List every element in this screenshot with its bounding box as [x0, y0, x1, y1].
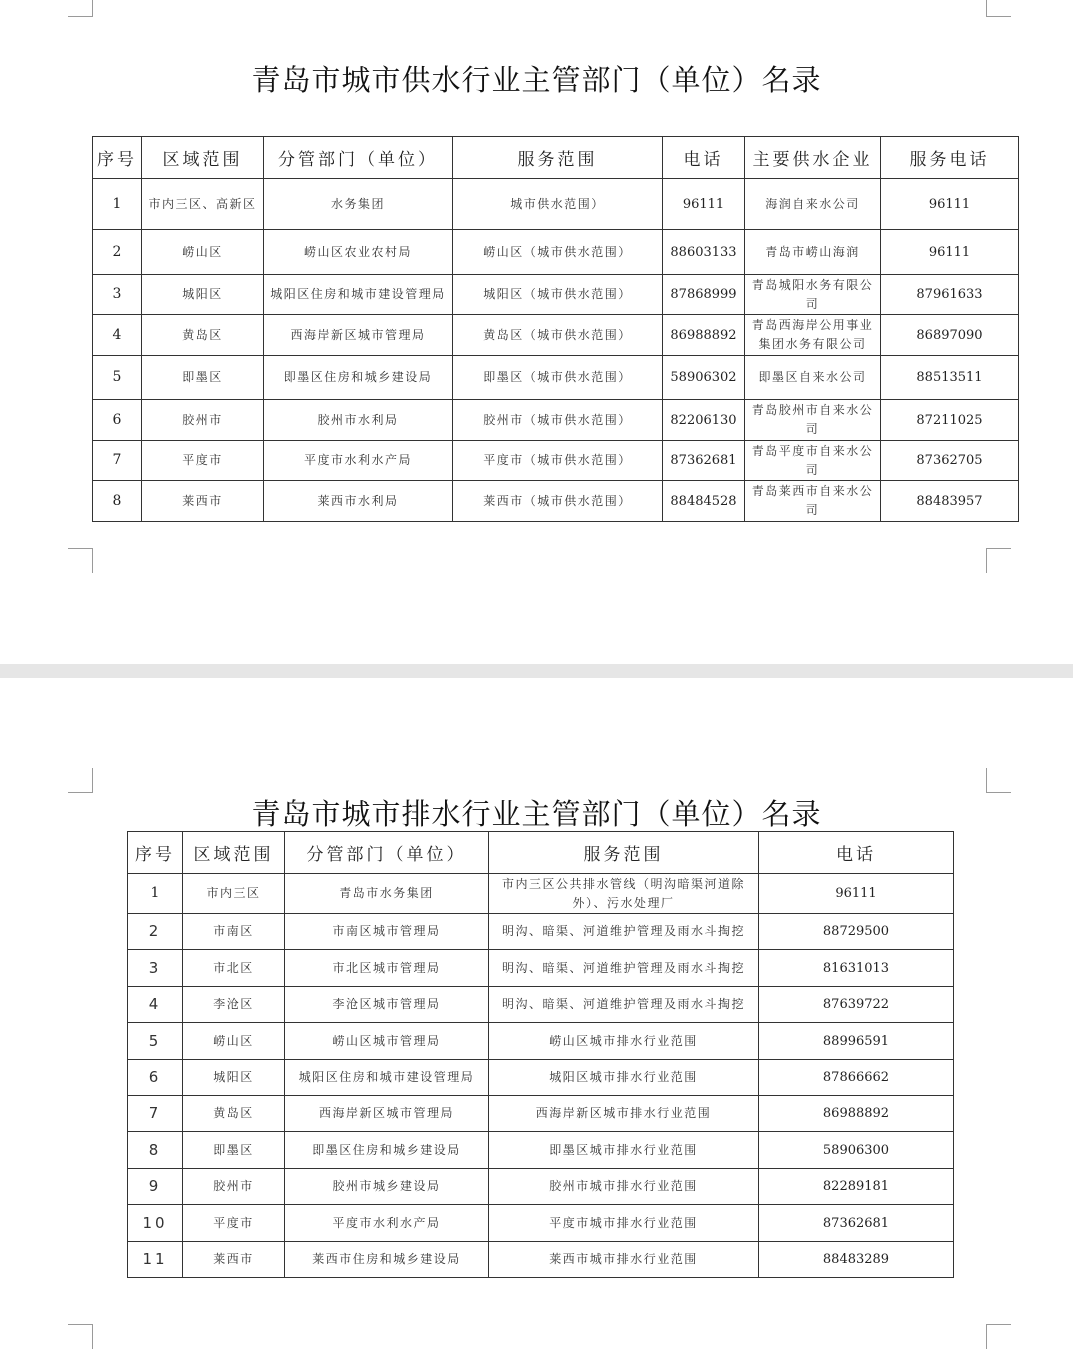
department-cell: 平度市水利水产局: [285, 1205, 489, 1242]
supplier-cell: 青岛莱西市自来水公司: [745, 481, 881, 522]
phone-cell: 88996591: [759, 1023, 954, 1060]
region-cell: 即墨区: [183, 1132, 285, 1169]
row-index: 1: [128, 874, 183, 914]
service-phone-cell: 96111: [881, 179, 1019, 230]
service-scope-cell: 西海岸新区城市排水行业范围: [489, 1096, 759, 1132]
table-row: [128, 950, 954, 987]
region-cell: 胶州市: [142, 400, 264, 441]
row-index: 3: [93, 275, 142, 315]
table-row: [93, 356, 1019, 400]
region-cell: 市内三区: [183, 874, 285, 914]
phone-cell: 58906302: [663, 356, 745, 400]
water-supply-title: 青岛市城市供水行业主管部门（单位）名录: [251, 63, 822, 97]
table-row: [128, 1023, 954, 1060]
water-supply-table: [92, 136, 1019, 522]
header-cell: 电话: [663, 137, 745, 179]
table-row: [128, 1205, 954, 1242]
department-cell: 莱西市住房和城乡建设局: [285, 1242, 489, 1278]
region-cell: 城阳区: [183, 1060, 285, 1096]
drainage-table: [127, 831, 954, 1278]
region-cell: 即墨区: [142, 356, 264, 400]
region-cell: 平度市: [142, 441, 264, 481]
department-cell: 平度市水利水产局: [264, 441, 453, 481]
row-index: 6: [93, 400, 142, 441]
phone-cell: 96111: [663, 179, 745, 230]
service-scope-cell: 莱西市城市排水行业范围: [489, 1242, 759, 1278]
table-row: [128, 1132, 954, 1169]
row-index: 1: [93, 179, 142, 230]
phone-cell: 82289181: [759, 1169, 954, 1205]
phone-cell: 87868999: [663, 275, 745, 315]
service-phone-cell: 87961633: [881, 275, 1019, 315]
table-row: [128, 914, 954, 950]
phone-cell: 96111: [759, 874, 954, 914]
header-cell: 服务范围: [453, 137, 663, 179]
department-cell: 城阳区住房和城市建设管理局: [285, 1060, 489, 1096]
department-cell: 崂山区城市管理局: [285, 1023, 489, 1060]
service-phone-cell: 96111: [881, 230, 1019, 275]
service-scope-cell: 崂山区（城市供水范围）: [453, 230, 663, 275]
service-scope-cell: 城市供水范围）: [453, 179, 663, 230]
phone-cell: 88483289: [759, 1242, 954, 1278]
service-scope-cell: 明沟、暗渠、河道维护管理及雨水斗掏挖: [489, 914, 759, 950]
phone-cell: 88603133: [663, 230, 745, 275]
row-index: 4: [128, 987, 183, 1023]
crop-mark: [986, 768, 1011, 793]
region-cell: 平度市: [183, 1205, 285, 1242]
crop-mark: [986, 0, 1011, 17]
region-cell: 城阳区: [142, 275, 264, 315]
department-cell: 市南区城市管理局: [285, 914, 489, 950]
row-index: 5: [128, 1023, 183, 1060]
crop-mark: [986, 1324, 1011, 1349]
row-index: 10: [128, 1205, 183, 1242]
row-index: 4: [93, 315, 142, 356]
phone-cell: 86988892: [759, 1096, 954, 1132]
header-cell: 服务电话: [881, 137, 1019, 179]
row-index: 11: [128, 1242, 183, 1278]
supplier-cell: 青岛平度市自来水公司: [745, 441, 881, 481]
service-phone-cell: 88483957: [881, 481, 1019, 522]
table-row: [93, 230, 1019, 275]
header-cell: 区域范围: [142, 137, 264, 179]
service-phone-cell: 87362705: [881, 441, 1019, 481]
supplier-cell: 青岛西海岸公用事业集团水务有限公司: [745, 315, 881, 356]
service-phone-cell: 88513511: [881, 356, 1019, 400]
department-cell: 西海岸新区城市管理局: [285, 1096, 489, 1132]
table-row: [128, 874, 954, 914]
header-cell: 区域范围: [183, 832, 285, 874]
department-cell: 即墨区住房和城乡建设局: [264, 356, 453, 400]
service-phone-cell: 87211025: [881, 400, 1019, 441]
table-header-row: [93, 137, 1019, 179]
region-cell: 黄岛区: [183, 1096, 285, 1132]
region-cell: 莱西市: [183, 1242, 285, 1278]
department-cell: 胶州市水利局: [264, 400, 453, 441]
phone-cell: 87639722: [759, 987, 954, 1023]
service-scope-cell: 崂山区城市排水行业范围: [489, 1023, 759, 1060]
table-row: [128, 1169, 954, 1205]
region-cell: 崂山区: [142, 230, 264, 275]
crop-mark: [986, 548, 1011, 573]
header-cell: 电话: [759, 832, 954, 874]
table-row: [93, 179, 1019, 230]
department-cell: 即墨区住房和城乡建设局: [285, 1132, 489, 1169]
page-separator: [0, 664, 1073, 678]
phone-cell: 87362681: [759, 1205, 954, 1242]
region-cell: 市内三区、高新区: [142, 179, 264, 230]
service-scope-cell: 明沟、暗渠、河道维护管理及雨水斗掏挖: [489, 987, 759, 1023]
phone-cell: 81631013: [759, 950, 954, 987]
row-index: 7: [93, 441, 142, 481]
service-scope-cell: 胶州市（城市供水范围）: [453, 400, 663, 441]
row-index: 6: [128, 1060, 183, 1096]
region-cell: 李沧区: [183, 987, 285, 1023]
service-scope-cell: 即墨区（城市供水范围）: [453, 356, 663, 400]
crop-mark: [68, 0, 93, 17]
header-cell: 序号: [93, 137, 142, 179]
supplier-cell: 青岛城阳水务有限公司: [745, 275, 881, 315]
department-cell: 城阳区住房和城市建设管理局: [264, 275, 453, 315]
header-cell: 分管部门（单位）: [264, 137, 453, 179]
service-scope-cell: 莱西市（城市供水范围）: [453, 481, 663, 522]
header-cell: 分管部门（单位）: [285, 832, 489, 874]
service-scope-cell: 城阳区（城市供水范围）: [453, 275, 663, 315]
row-index: 2: [128, 914, 183, 950]
service-phone-cell: 86897090: [881, 315, 1019, 356]
department-cell: 崂山区农业农村局: [264, 230, 453, 275]
row-index: 3: [128, 950, 183, 987]
row-index: 8: [93, 481, 142, 522]
supplier-cell: 海润自来水公司: [745, 179, 881, 230]
table-row: [128, 1060, 954, 1096]
service-scope-cell: 平度市（城市供水范围）: [453, 441, 663, 481]
department-cell: 莱西市水利局: [264, 481, 453, 522]
header-cell: 服务范围: [489, 832, 759, 874]
table-row: [93, 441, 1019, 481]
service-scope-cell: 黄岛区（城市供水范围）: [453, 315, 663, 356]
row-index: 5: [93, 356, 142, 400]
supplier-cell: 青岛市崂山海润: [745, 230, 881, 275]
row-index: 2: [93, 230, 142, 275]
department-cell: 水务集团: [264, 179, 453, 230]
supplier-cell: 即墨区自来水公司: [745, 356, 881, 400]
department-cell: 胶州市城乡建设局: [285, 1169, 489, 1205]
phone-cell: 86988892: [663, 315, 745, 356]
supplier-cell: 青岛胶州市自来水公司: [745, 400, 881, 441]
phone-cell: 58906300: [759, 1132, 954, 1169]
table-row: [93, 400, 1019, 441]
row-index: 9: [128, 1169, 183, 1205]
row-index: 7: [128, 1096, 183, 1132]
table-header-row: [128, 832, 954, 874]
service-scope-cell: 平度市城市排水行业范围: [489, 1205, 759, 1242]
service-scope-cell: 明沟、暗渠、河道维护管理及雨水斗掏挖: [489, 950, 759, 987]
table-row: [93, 481, 1019, 522]
region-cell: 莱西市: [142, 481, 264, 522]
service-scope-cell: 市内三区公共排水管线（明沟暗渠河道除外）、污水处理厂: [489, 874, 759, 914]
region-cell: 胶州市: [183, 1169, 285, 1205]
region-cell: 黄岛区: [142, 315, 264, 356]
region-cell: 市南区: [183, 914, 285, 950]
department-cell: 市北区城市管理局: [285, 950, 489, 987]
page-2: [0, 678, 1073, 1348]
service-scope-cell: 胶州市城市排水行业范围: [489, 1169, 759, 1205]
phone-cell: 88729500: [759, 914, 954, 950]
drainage-title: 青岛市城市排水行业主管部门（单位）名录: [251, 797, 822, 831]
table-row: [128, 987, 954, 1023]
crop-mark: [68, 548, 93, 573]
service-scope-cell: 城阳区城市排水行业范围: [489, 1060, 759, 1096]
service-scope-cell: 即墨区城市排水行业范围: [489, 1132, 759, 1169]
department-cell: 青岛市水务集团: [285, 874, 489, 914]
row-index: 8: [128, 1132, 183, 1169]
phone-cell: 87362681: [663, 441, 745, 481]
department-cell: 李沧区城市管理局: [285, 987, 489, 1023]
crop-mark: [68, 768, 93, 793]
phone-cell: 88484528: [663, 481, 745, 522]
header-cell: 主要供水企业: [745, 137, 881, 179]
region-cell: 崂山区: [183, 1023, 285, 1060]
page-1: [0, 0, 1073, 664]
crop-mark: [68, 1324, 93, 1349]
table-row: [93, 315, 1019, 356]
region-cell: 市北区: [183, 950, 285, 987]
table-row: [128, 1242, 954, 1278]
table-row: [93, 275, 1019, 315]
table-row: [128, 1096, 954, 1132]
phone-cell: 82206130: [663, 400, 745, 441]
phone-cell: 87866662: [759, 1060, 954, 1096]
department-cell: 西海岸新区城市管理局: [264, 315, 453, 356]
header-cell: 序号: [128, 832, 183, 874]
